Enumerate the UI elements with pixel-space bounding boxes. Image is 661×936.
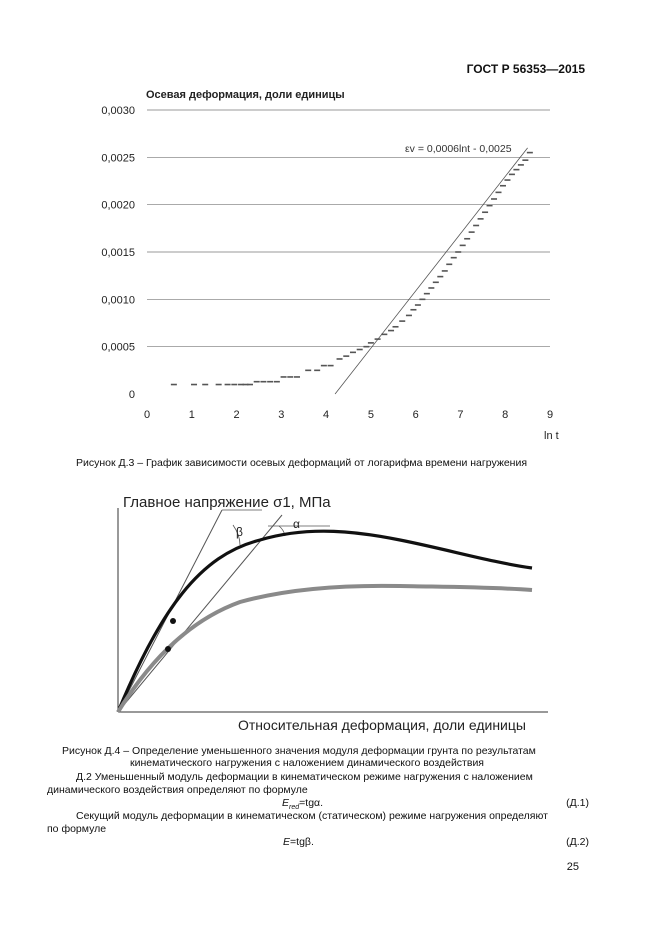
chart1-data-point xyxy=(478,218,484,220)
chart1-data-point xyxy=(368,342,374,344)
chart1-y-tick-label: 0 xyxy=(128,389,135,401)
equation-d1 xyxy=(282,797,323,811)
chart1-data-point xyxy=(518,164,524,166)
chart1-x-tick-label: 4 xyxy=(323,409,330,421)
beta-label: β xyxy=(236,525,243,539)
chart1-data-point xyxy=(321,365,327,367)
chart1-data-point xyxy=(491,198,497,200)
paragraph-secant-line1: Секущий модуль деформации в кинематическом (статическом) режиме нагружения определяют xyxy=(76,810,548,822)
chart1-y-tick-label: 0,0025 xyxy=(101,152,135,165)
chart1-data-point xyxy=(281,376,287,378)
chart1-data-point xyxy=(399,320,405,322)
chart1-data-point xyxy=(460,245,466,247)
standard-header: ГОСТ Р 56353—2015 xyxy=(466,62,585,76)
figure-caption-d4-line2: кинематического нагружения с наложением динамического воздействия xyxy=(130,757,484,769)
chart1-data-point xyxy=(287,376,293,378)
chart1-x-tick-label: 6 xyxy=(412,409,419,421)
chart1-y-tick-label: 0,0030 xyxy=(101,105,135,117)
chart1-data-point xyxy=(337,358,343,360)
chart1-y-tick-label: 0,0010 xyxy=(101,294,135,307)
chart1-data-point xyxy=(357,349,363,351)
chart2-y-label: Главное напряжение σ1, МПа xyxy=(123,494,331,511)
chart1-data-point xyxy=(433,281,439,283)
chart1-data-point xyxy=(274,381,280,383)
chart1-data-point xyxy=(406,315,412,317)
chart1-data-point xyxy=(388,330,394,332)
chart1-x-tick-label: 1 xyxy=(188,409,195,421)
chart1-x-tick-label: 9 xyxy=(546,409,554,421)
equation-number-d1: (Д.1) xyxy=(566,797,589,809)
chart1-x-tick-label: 3 xyxy=(278,409,285,421)
chart1-data-point xyxy=(294,376,300,378)
chart-stress-strain xyxy=(0,480,661,740)
tangent-point-static xyxy=(170,618,176,624)
chart1-data-point xyxy=(216,384,222,386)
chart1-data-point xyxy=(513,169,519,171)
chart1-data-point xyxy=(522,159,528,161)
chart1-x-tick-label: 2 xyxy=(233,409,240,421)
chart-axial-strain xyxy=(0,0,661,450)
chart1-data-point xyxy=(231,384,237,386)
paragraph-d2-line2: динамического воздействия определяют по формуле xyxy=(47,784,308,796)
chart1-data-point xyxy=(464,238,470,240)
chart1-data-point xyxy=(419,299,425,301)
curve-dynamic xyxy=(118,586,532,712)
eq1-symbol: E xyxy=(282,797,290,809)
paragraph-d2-line1: Д.2 Уменьшенный модуль деформации в кинематическом режиме нагружения с наложением xyxy=(76,771,533,783)
eq2-symbol: E xyxy=(283,836,291,848)
chart1-data-point xyxy=(343,355,349,357)
chart1-data-point xyxy=(328,365,334,367)
tangent-alpha-line xyxy=(118,515,282,712)
chart2-x-label: Относительная деформация, доли единицы xyxy=(238,717,526,733)
chart1-x-tick-label: 5 xyxy=(367,409,374,421)
chart1-data-point xyxy=(202,384,208,386)
chart1-data-point xyxy=(437,276,443,278)
figure-caption-d4-line1: Рисунок Д.4 – Определение уменьшенного значения модуля деформации грунта по результатам xyxy=(62,745,536,757)
chart1-data-point xyxy=(504,179,510,181)
eq1-body: =tgα. xyxy=(299,797,324,809)
chart1-x-tick-label: 7 xyxy=(457,409,464,421)
chart1-data-point xyxy=(363,346,369,348)
chart1-data-point xyxy=(473,225,479,227)
chart1-data-point xyxy=(482,211,488,213)
chart1-x-ticks xyxy=(144,409,553,421)
chart1-data-point xyxy=(469,231,475,233)
chart1-data-point xyxy=(247,384,253,386)
chart1-data-point xyxy=(442,270,448,272)
alpha-label: α xyxy=(293,517,300,531)
chart1-data-point xyxy=(446,264,452,266)
equation-number-d2: (Д.2) xyxy=(566,836,589,848)
chart1-data-point xyxy=(527,152,533,154)
chart1-data-point xyxy=(305,370,311,372)
chart1-data-point xyxy=(428,287,434,289)
chart1-data-point xyxy=(191,384,197,386)
chart1-x-label: ln t xyxy=(544,430,559,442)
chart1-data-point xyxy=(393,326,399,328)
chart1-data-point xyxy=(254,381,260,383)
chart1-trendline xyxy=(335,148,528,394)
paragraph-secant-line2: по формуле xyxy=(47,823,107,835)
tangent-point-dynamic xyxy=(165,646,171,652)
chart1-data-point xyxy=(509,174,515,176)
chart1-data-point xyxy=(410,309,416,311)
chart1-data-point xyxy=(500,185,506,187)
chart1-data-point xyxy=(424,293,430,295)
chart1-data-point xyxy=(451,257,457,259)
eq1-subscript: red xyxy=(289,804,300,812)
curve-static xyxy=(118,531,532,712)
chart1-data-point xyxy=(260,381,266,383)
page-number: 25 xyxy=(566,861,579,873)
chart1-points xyxy=(171,152,533,386)
chart1-x-tick-label: 0 xyxy=(143,409,151,421)
chart1-y-tick-label: 0,0005 xyxy=(101,341,135,354)
chart1-y-tick-label: 0,0015 xyxy=(101,247,135,259)
chart1-data-point xyxy=(267,381,273,383)
chart1-data-point xyxy=(455,251,461,253)
chart1-data-point xyxy=(415,304,421,306)
chart1-x-tick-label: 8 xyxy=(502,409,509,421)
chart1-data-point xyxy=(350,352,356,354)
chart1-data-point xyxy=(171,384,177,386)
figure-caption-d3: Рисунок Д.3 – График зависимости осевых деформаций от логарифма времени нагружения xyxy=(76,457,528,469)
eq2-body: =tgβ. xyxy=(290,836,314,848)
chart1-data-point xyxy=(225,384,231,386)
chart1-y-tick-label: 0,0020 xyxy=(101,199,135,212)
chart1-y-ticks xyxy=(101,105,135,401)
chart1-data-point xyxy=(314,370,320,372)
chart1-data-point xyxy=(487,205,493,207)
chart1-equation: εv = 0,0006lnt - 0,0025 xyxy=(405,143,512,155)
chart1-y-label: Осевая деформация, доли единицы xyxy=(146,89,345,101)
chart1-data-point xyxy=(496,192,502,194)
equation-d2 xyxy=(283,836,314,848)
